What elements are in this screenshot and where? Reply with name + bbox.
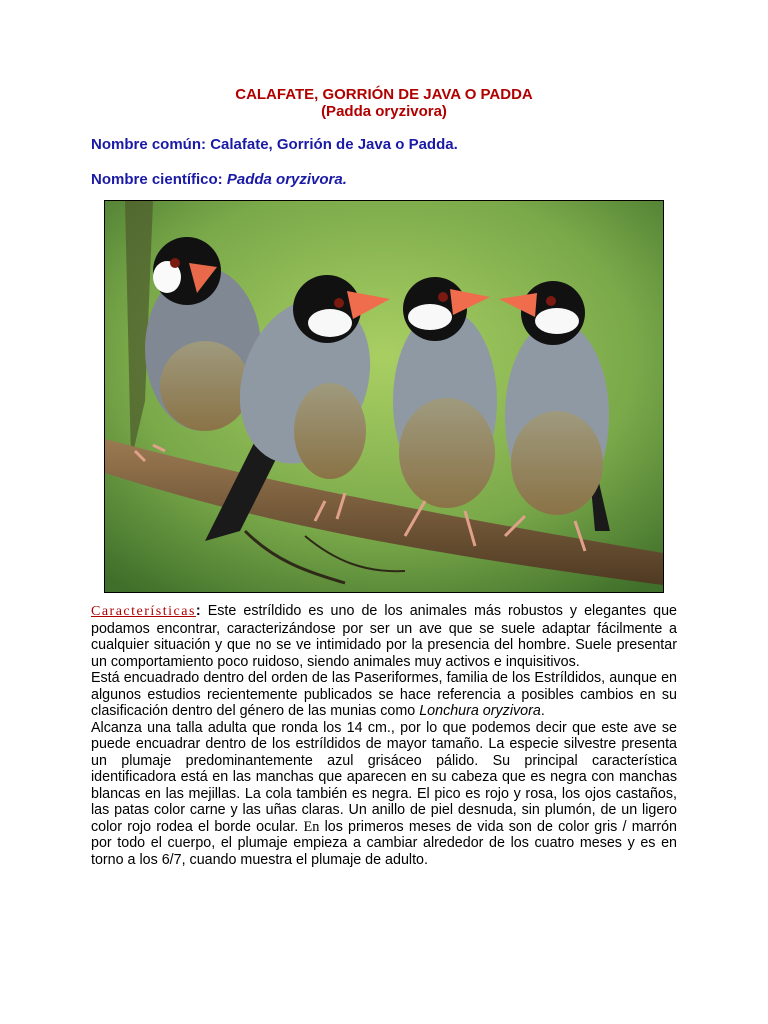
scientific-name-label: Nombre científico: [91, 171, 223, 188]
characteristics-paragraph-2 [91, 670, 677, 720]
document-title: CALAFATE, GORRIÓN DE JAVA O PADDA [235, 86, 533, 103]
characteristics-text-2-end: . [540, 703, 545, 719]
characteristics-text-3: Alcanza una talla adulta que ronda los 14 cm., por lo que podemos decir que este ave se puede encuadrar dentro de los estríldidos de mayor tamaño. La especie silvestre presenta un plumaje predominantemente azul grisáceo pálido. Su principal característica identificadora está en las manchas que aparecen en su cabeza que es negra con manchas blancas en las mejillas. La cola también es negra. El pico es rojo y rosa, los ojos castaños, las patas color carne y las uñas claras. Un anillo de piel desnuda, sin plumón, de un ligero color rojo rodea el borde ocular. [91, 719, 677, 835]
characteristics-paragraph-1 [91, 603, 677, 670]
characteristics-heading: Características [91, 604, 196, 619]
characteristics-text-1: Este estríldido es uno de los animales más robustos y elegantes que podamos encontrar, caracterizándose por ser un ave que se suele adaptar fácilmente a cualquier situación y que no se ve intimidado por la presencia del hombre. Suele presentar un comportamiento poco ruidoso, siendo animales muy activos e inquisitivos. [91, 603, 677, 670]
common-name-value: Calafate, Gorrión de Java o Padda. [210, 136, 458, 153]
bird-photo [104, 200, 664, 593]
scientific-name-value: Padda oryzivora. [226, 171, 347, 188]
common-name-label: Nombre común: [91, 136, 207, 153]
characteristics-text-2: Está encuadrado dentro del orden de las Paseriformes, familia de los Estríldidos, aunque en algunos estudios recientemente publicados se hace referencia a posibles cambios en su clasificación dentro del género de las munias como [91, 670, 677, 719]
characteristics-text-3-end: los primeros meses de vida son de color gris / marrón por todo el cuerpo, el plumaje empieza a cambiar alrededor de los cuatro meses y es en torno a los 6/7, cuando muestra el plumaje de adulto. [91, 818, 678, 868]
document-subtitle: (Padda oryzivora) [321, 103, 447, 120]
characteristics-text-3-serif: En [303, 818, 320, 835]
characteristics-paragraph-3 [91, 720, 677, 869]
characteristics-colon: : [195, 603, 201, 619]
characteristics-section [91, 603, 677, 868]
common-name-line [91, 136, 458, 153]
scientific-name-line [91, 171, 347, 188]
alt-scientific-name: Lonchura oryzivora [419, 703, 541, 719]
bird-photo-illustration [105, 201, 663, 592]
